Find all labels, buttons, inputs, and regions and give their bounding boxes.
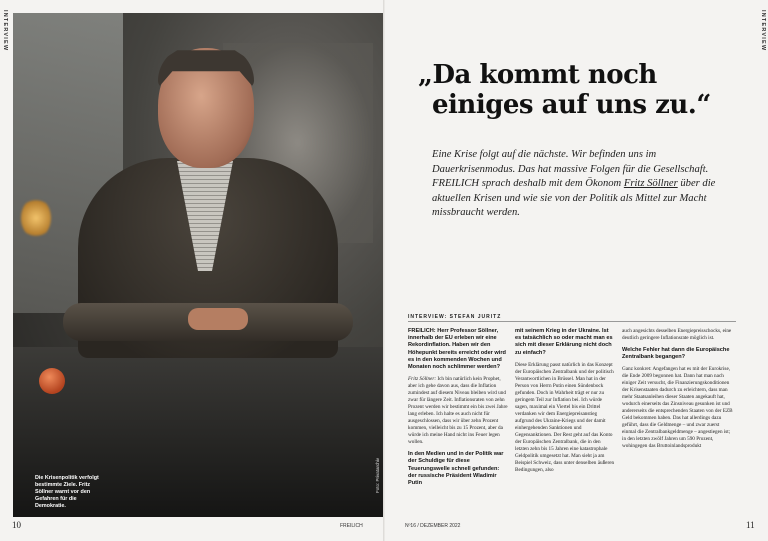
answer-1 — [408, 376, 508, 446]
byline: INTERVIEW: STEFAN JURITZ — [408, 314, 502, 320]
answer-1-text: Ich bin natürlich kein Prophet, aber ich gehe davon aus, dass die Inflation zumindest auf diesem Niveau bleiben wird und zwar für längere Zeit. Inflationsraten von zehn Prozent werden wir bestimmt ein bis zwei Jahre lang erleben. Ich halte es auch nicht für ausgeschlossen, dass wir über zehn Prozent kommen, vielleicht bis zu 15 Prozent, aber da würde ich meine Hand nicht ins Feuer legen wollen. — [408, 376, 508, 446]
section-label-left: INTERVIEW — [2, 10, 8, 52]
photo-person — [58, 33, 348, 353]
answer-1-speaker: Fritz Söllner: — [408, 376, 437, 383]
page-number-right: 11 — [746, 520, 755, 530]
lead-text-2: über die aktuellen Krisen und wie sie von der Politik als Mittel zur Macht missbraucht werden. — [432, 178, 716, 219]
page-number-left: 10 — [12, 520, 21, 530]
question-2-continued: mit seinem Krieg in der Ukraine. Ist es tatsächlich so oder macht man es sich mit dieser Erklärung nicht doch zu einfach? — [515, 328, 613, 356]
question-2: In den Medien und in der Politik war der Schuldige für diese Teuerungswelle schnell gefunden: der russische Präsident Wladimir Putin — [408, 451, 504, 487]
footer-issue: Nº16 / DEZEMBER 2022 — [405, 523, 461, 529]
question-3: Welche Fehler hat dann die Europäische Zentralbank begangen? — [622, 347, 730, 361]
lead-text-1: Eine Krise folgt auf die nächste. Wir befinden uns im Dauerkrisenmodus. Das hat massive Folgen für die Gesellschaft. FREILICH sprach deshalb mit dem Ökonom — [432, 149, 709, 190]
answer-3: Ganz konkret: Angefangen hat es mit der Eurokrise, die Ende 2009 begonnen hat. Dann hat man nach einiger Zeit versucht, die Finanzierungskonditionen der Krisenstaaten dadurch zu erleichtern, dass man mehr Staatsanleihen dieser Staaten angekauft hat, wodurch einerseits das Zinsniveau gesunken ist und andererseits die entsprechenden Staaten von der EZB Geld bekommen haben. Das hat allerdings dazu geführt, dass die Geldmenge – und zwar zuerst einmal die Zentralbankgeldmenge – angestiegen ist; in den letzten zwölf Jahren um 590 Prozent, wohingegen das Bruttoinlandsprodukt — [622, 366, 733, 450]
headline-line-1: „Da kommt noch — [418, 60, 657, 90]
page-spine — [383, 0, 385, 541]
portrait-photo — [13, 13, 383, 517]
person-hands — [188, 308, 248, 330]
text-column-2 — [515, 328, 615, 518]
question-1: FREILICH: Herr Professor Söllner, innerhalb der EU erleben wir eine Rekordinflation. Haben wir den Höhepunkt bereits erreicht oder wird es in den kommenden Wochen und Monaten noch schlimmer werden? — [408, 328, 506, 371]
answer-2-continued: auch angesichts desselben Energiepreisschocks, eine deutlich geringere Inflationsrate möglich ist. — [622, 328, 732, 341]
photo-cup — [39, 368, 65, 394]
answer-2: Diese Erklärung passt natürlich in das Konzept der Europäischen Zentralbank und der politisch Verantwortlichen in Brüssel. Man hat in der Person von Herrn Putin einen Sündenbock gefunden. Doch in Wahrheit trägt er nur zu geringem Teil zur Inflation bei. Ich würde sagen, maximal ein Viertel bis ein Drittel verdanken wir dem Energiepreisanstieg aufgrund des Ukraine-Kriegs und der damit einhergehenden Sanktionen und Gegensanktionen. Der Rest geht auf das Konto der Europäischen Zentralbank, die in den letzten zehn bis 15 Jahren eine katastrophale Geldpolitik umgesetzt hat. Man sieht ja am Beispiel Schweiz, dass unter denselben äußeren Bedingungen, also — [515, 361, 615, 473]
headline-line-2: einiges auf uns zu.“ — [432, 90, 711, 120]
headline — [418, 60, 738, 120]
photo-caption: Die Krisenpolitik verfolgt bestimmte Ziele. Fritz Söllner warnt vor den Gefahren für die Demokratie. — [35, 475, 99, 509]
text-column-3 — [622, 328, 734, 518]
photo-lamp — [21, 198, 51, 238]
byline-rule — [408, 321, 736, 322]
text-column-1 — [408, 328, 508, 518]
lead-interviewee-link[interactable]: Fritz Söllner — [623, 178, 678, 190]
footer-magazine: FREILICH — [340, 523, 363, 529]
section-label-right: INTERVIEW — [760, 10, 766, 52]
lead-paragraph — [432, 148, 722, 221]
photo-credit: Foto: Privatarchiv — [375, 458, 380, 494]
